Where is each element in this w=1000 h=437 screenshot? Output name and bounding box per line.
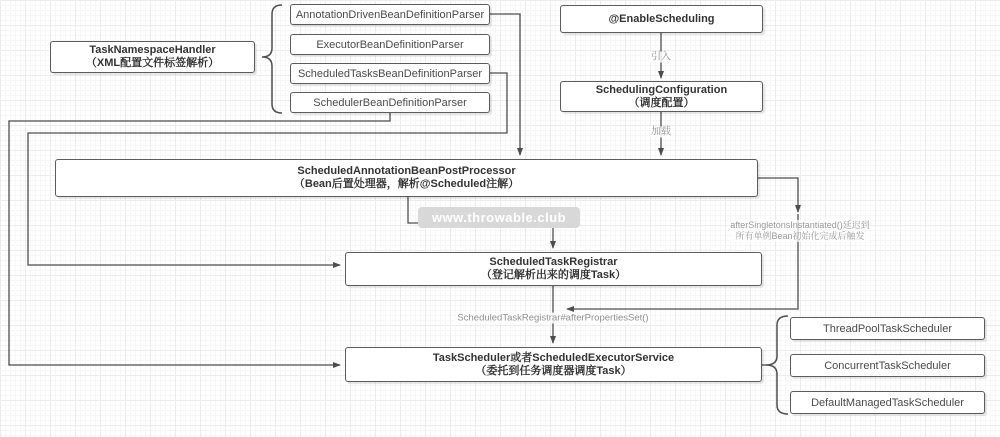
node-concurrent-task-scheduler bbox=[790, 354, 985, 377]
node-annotation-driven-bean-definition-parser bbox=[290, 4, 490, 25]
edge-label-line2: 所有单例Bean初始化完成后触发 bbox=[735, 231, 865, 241]
node-subtitle: （调度配置） bbox=[628, 96, 695, 109]
node-subtitle: （委托到任务调度器调度Task） bbox=[475, 364, 632, 377]
node-executor-bean-definition-parser bbox=[290, 34, 490, 55]
node-scheduled-task-registrar bbox=[345, 252, 762, 286]
node-scheduled-annotation-bean-post-processor bbox=[55, 159, 758, 197]
brace-parsers-group bbox=[262, 5, 282, 113]
node-enable-scheduling bbox=[560, 5, 763, 33]
node-title: @EnableScheduling bbox=[608, 12, 715, 25]
edge-label-after-singletons bbox=[730, 220, 870, 242]
node-scheduled-tasks-bean-definition-parser bbox=[290, 63, 490, 84]
node-scheduling-configuration bbox=[560, 81, 763, 112]
node-subtitle: （XML配置文件标签解析） bbox=[85, 57, 220, 69]
node-label: DefaultManagedTaskScheduler bbox=[811, 396, 964, 409]
watermark: www.throwable.club bbox=[418, 207, 580, 228]
node-subtitle: （Bean后置处理器，解析@Scheduled注解） bbox=[293, 178, 520, 190]
node-subtitle: （登记解析出来的调度Task） bbox=[480, 269, 627, 281]
node-title: ScheduledTaskRegistrar bbox=[489, 256, 618, 268]
node-title: SchedulingConfiguration bbox=[595, 83, 728, 96]
node-title: TaskScheduler或者ScheduledExecutorService bbox=[432, 351, 675, 364]
node-title: TaskNamespaceHandler bbox=[89, 44, 216, 56]
node-label: ConcurrentTaskScheduler bbox=[824, 359, 951, 372]
node-default-managed-task-scheduler bbox=[790, 391, 985, 414]
brace-schedulers-group bbox=[766, 316, 788, 414]
node-label: AnnotationDrivenBeanDefinitionParser bbox=[295, 8, 485, 21]
node-label: ScheduledTasksBeanDefinitionParser bbox=[297, 67, 483, 80]
edge-label-line1: afterSingletonsInstantiated()延迟到 bbox=[730, 220, 870, 230]
node-label: ExecutorBeanDefinitionParser bbox=[316, 38, 464, 51]
node-scheduler-bean-definition-parser bbox=[290, 92, 490, 113]
edge-schedulerparser-to-taskscheduler bbox=[9, 113, 390, 365]
node-task-namespace-handler bbox=[50, 41, 255, 73]
edge-label-load: 加载 bbox=[651, 126, 671, 138]
edge-beanpostprocessor-aftersingletons-down bbox=[758, 178, 798, 212]
edge-label-import: 引入 bbox=[651, 51, 671, 63]
node-title: ScheduledAnnotationBeanPostProcessor bbox=[297, 165, 516, 177]
node-thread-pool-task-scheduler bbox=[790, 317, 985, 340]
node-label: ThreadPoolTaskScheduler bbox=[822, 322, 953, 335]
node-task-scheduler bbox=[345, 347, 762, 382]
edge-annotationdrivenparser-to-beanpostprocessor bbox=[490, 14, 520, 155]
edge-label-after-properties-set: ScheduledTaskRegistrar#afterPropertiesSet() bbox=[457, 312, 649, 324]
node-label: SchedulerBeanDefinitionParser bbox=[313, 96, 467, 109]
